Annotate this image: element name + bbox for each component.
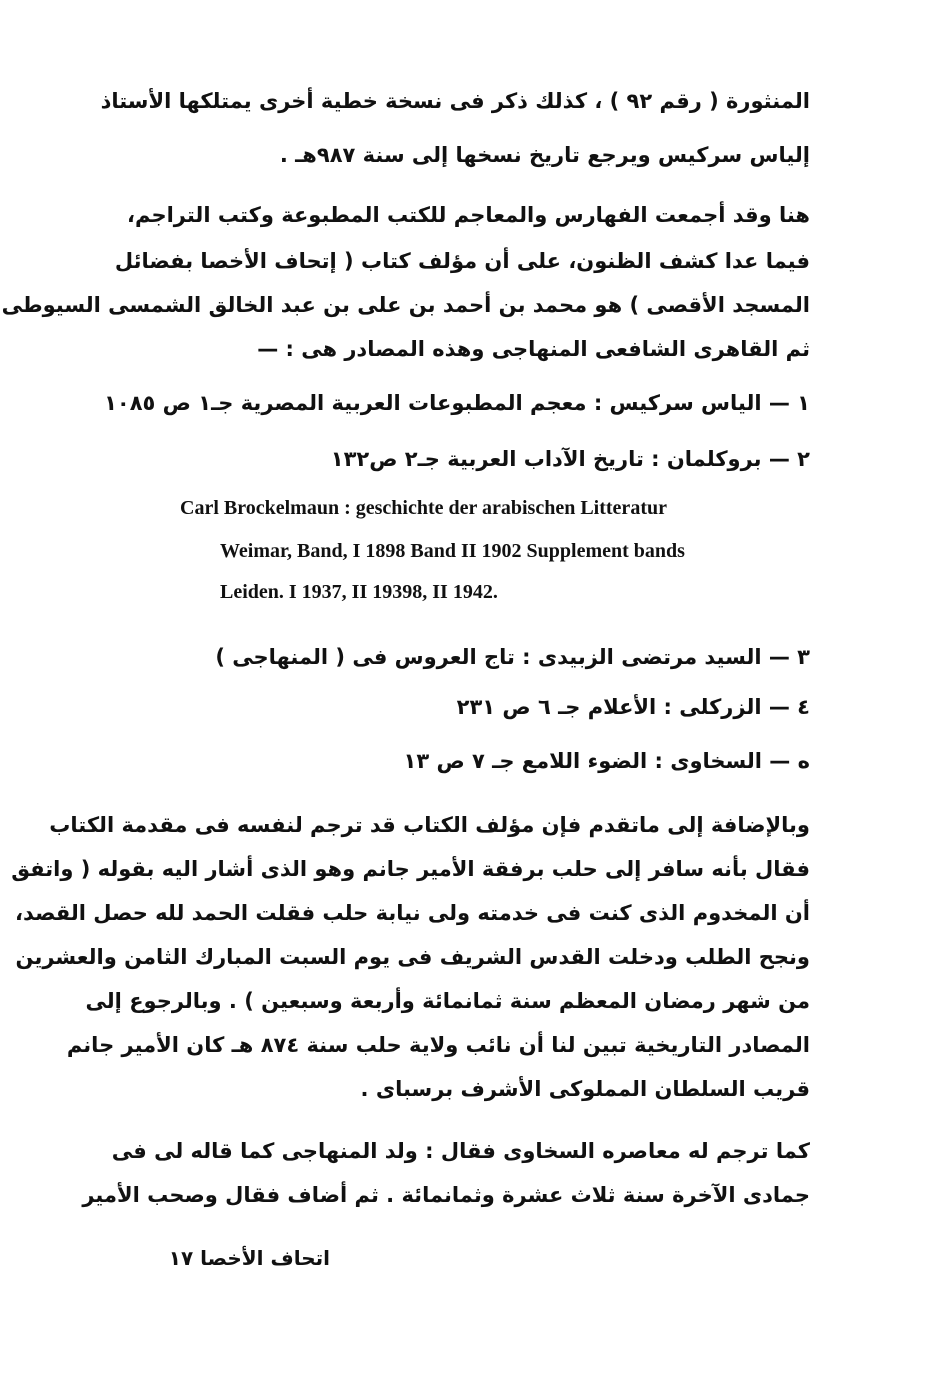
source-item-5: ه — السخاوى : الضوء اللامع جـ ٧ ص ١٣ bbox=[403, 749, 810, 773]
paragraph-1-line-1: المنثورة ( رقم ٩٢ ) ، كذلك ذكر فى نسخة خطية أخرى يمتلكها الأستاذ bbox=[100, 89, 810, 113]
page-footer: اتحاف الأخصا ١٧ bbox=[168, 1246, 330, 1270]
source-item-1: ١ — الياس سركيس : معجم المطبوعات العربية المصرية جـ١ ص ١٠٨٥ bbox=[104, 391, 810, 415]
paragraph-3-line-2: فقال بأنه سافر إلى حلب برفقة الأمير جانم وهو الذى أشار اليه بقوله ( واتفق bbox=[11, 857, 810, 881]
paragraph-3-line-7: قريب السلطان المملوكى الأشرف برسباى . bbox=[360, 1077, 810, 1101]
latin-citation-line-2: Weimar, Band, I 1898 Band II 1902 Supplement bands bbox=[220, 540, 685, 562]
source-item-4: ٤ — الزركلى : الأعلام جـ ٦ ص ٢٣١ bbox=[456, 695, 810, 719]
paragraph-4-line-1: كما ترجم له معاصره السخاوى فقال : ولد المنهاجى كما قاله لى فى bbox=[111, 1139, 810, 1163]
latin-citation-line-1: Carl Brockelmaun : geschichte der arabischen Litteratur bbox=[180, 497, 667, 519]
paragraph-2-line-2: فيما عدا كشف الظنون، على أن مؤلف كتاب ( إتحاف الأخصا بفضائل bbox=[114, 249, 810, 273]
paragraph-4-line-2: جمادى الآخرة سنة ثلاث عشرة وثمانمائة . ثم أضاف فقال وصحب الأمير bbox=[82, 1183, 810, 1207]
paragraph-2-line-3: المسجد الأقصى ) هو محمد بن أحمد بن على بن عبد الخالق الشمسى السيوطى bbox=[1, 293, 810, 317]
paragraph-3-line-3: أن المخدوم الذى كنت فى خدمته ولى نيابة حلب فقلت الحمد لله حصل القصد، bbox=[14, 901, 810, 925]
paragraph-2-line-1: هنا وقد أجمعت الفهارس والمعاجم للكتب المطبوعة وكتب التراجم، bbox=[127, 203, 810, 227]
latin-citation-line-3: Leiden. I 1937, II 19398, II 1942. bbox=[220, 581, 498, 603]
paragraph-3-line-5: من شهر رمضان المعظم سنة ثمانمائة وأربعة وسبعين ) . وبالرجوع إلى bbox=[85, 989, 810, 1013]
source-item-3: ٣ — السيد مرتضى الزبيدى : تاج العروس فى ( المنهاجى ) bbox=[215, 645, 810, 669]
paragraph-3-line-1: وبالإضافة إلى ماتقدم فإن مؤلف الكتاب قد ترجم لنفسه فى مقدمة الكتاب bbox=[49, 813, 810, 837]
paragraph-3-line-6: المصادر التاريخية تبين لنا أن نائب ولاية حلب سنة ٨٧٤ هـ كان الأمير جانم bbox=[66, 1033, 810, 1057]
paragraph-2-line-4: ثم القاهرى الشافعى المنهاجى وهذه المصادر هى : — bbox=[257, 337, 810, 361]
source-item-2: ٢ — بروكلمان : تاريخ الآداب العربية جـ٢ ص١٣٢ bbox=[330, 447, 810, 471]
paragraph-1-line-2: إلياس سركيس ويرجع تاريخ نسخها إلى سنة ٩٨٧هـ . bbox=[279, 143, 810, 167]
paragraph-3-line-4: ونجح الطلب ودخلت القدس الشريف فى يوم السبت المبارك الثامن والعشرين bbox=[15, 945, 810, 969]
